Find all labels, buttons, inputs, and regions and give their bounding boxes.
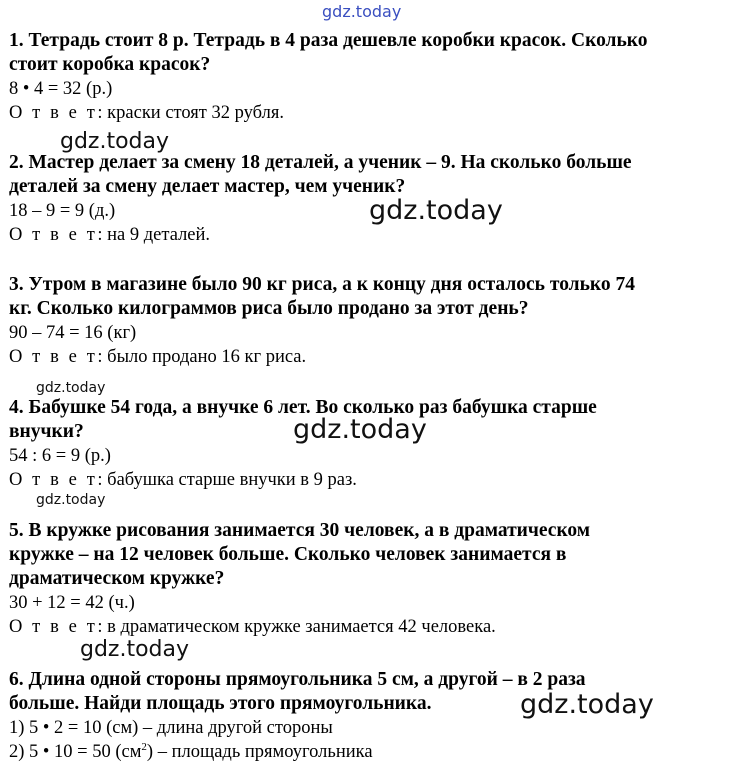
problem-answer [9, 101, 724, 125]
watermark: gdz.today [520, 689, 654, 720]
problem-step-1: 1) 5 • 2 = 10 (см) – длина другой стороны [9, 718, 333, 738]
answer-text: : в драматическом кружке занимается 42 человека. [97, 617, 496, 637]
answer-label: О т в е т [9, 347, 98, 367]
step-2-part-b: ) – площадь прямоугольника [146, 742, 373, 762]
problem-answer [9, 345, 724, 369]
problem-question-line: 4. Бабушке 54 года, а внучке 6 лет. Во сколько раз бабушка старше [9, 397, 597, 418]
answer-label: О т в е т [9, 470, 98, 490]
problem-question-line: стоит коробка красок? [9, 54, 211, 75]
problem-question-line: деталей за смену делает мастер, чем ученик? [9, 176, 406, 197]
problem-question-line: 1. Тетрадь стоит 8 р. Тетрадь в 4 раза дешевле коробки красок. Сколько [9, 30, 648, 51]
problem-solution: 30 + 12 = 42 (ч.) [9, 593, 135, 613]
problem-question-line: 5. В кружке рисования занимается 30 человек, а в драматическом [9, 520, 591, 541]
problem-solution: 54 : 6 = 9 (р.) [9, 446, 111, 466]
answer-label: О т в е т [9, 103, 98, 123]
answer-text: : бабушка старше внучки в 9 раз. [97, 470, 357, 490]
problem-question-line: 6. Длина одной стороны прямоугольника 5 см, а другой – в 2 раза [9, 669, 586, 690]
problem-5 [9, 519, 724, 639]
problem-1 [9, 29, 724, 125]
problem-question-line: 2. Мастер делает за смену 18 деталей, а ученик – 9. На сколько больше [9, 152, 632, 173]
problem-answer [9, 223, 724, 247]
problem-question-line: внучки? [9, 421, 84, 442]
problem-answer [9, 468, 724, 492]
problem-4 [9, 396, 724, 492]
answer-label: О т в е т [9, 225, 98, 245]
answer-text: : было продано 16 кг риса. [97, 347, 307, 367]
problem-solution: 90 – 74 = 16 (кг) [9, 323, 137, 343]
answer-label: О т в е т [9, 617, 98, 637]
problem-question-line: кружке – на 12 человек больше. Сколько человек занимается в [9, 544, 567, 565]
problem-3 [9, 273, 724, 369]
watermark-top: gdz.today [322, 2, 402, 21]
answer-text: : на 9 деталей. [97, 225, 211, 245]
step-2-part-a: 2) 5 • 10 = 50 (см [9, 742, 142, 762]
problem-6 [9, 668, 724, 764]
problem-question-line: драматическом кружке? [9, 568, 225, 589]
watermark: gdz.today [36, 380, 106, 396]
watermark: gdz.today [369, 195, 503, 226]
watermark: gdz.today [293, 414, 427, 445]
problem-2 [9, 151, 724, 247]
problem-step-2 [9, 740, 724, 764]
problem-question-line: 3. Утром в магазине было 90 кг риса, а к концу дня осталось только 74 [9, 274, 636, 295]
watermark: gdz.today [80, 637, 190, 662]
document-page [9, 0, 724, 767]
problem-question-line: кг. Сколько килограммов риса было продано за этот день? [9, 298, 529, 319]
answer-text: : краски стоят 32 рубля. [97, 103, 284, 123]
problem-question-line: больше. Найди площадь этого прямоугольника. [9, 693, 432, 714]
square-exponent: 2 [141, 740, 147, 753]
problem-solution: 8 • 4 = 32 (р.) [9, 79, 113, 99]
problem-answer [9, 615, 724, 639]
watermark: gdz.today [36, 492, 106, 508]
watermark: gdz.today [60, 129, 170, 154]
problem-solution: 18 – 9 = 9 (д.) [9, 201, 116, 221]
